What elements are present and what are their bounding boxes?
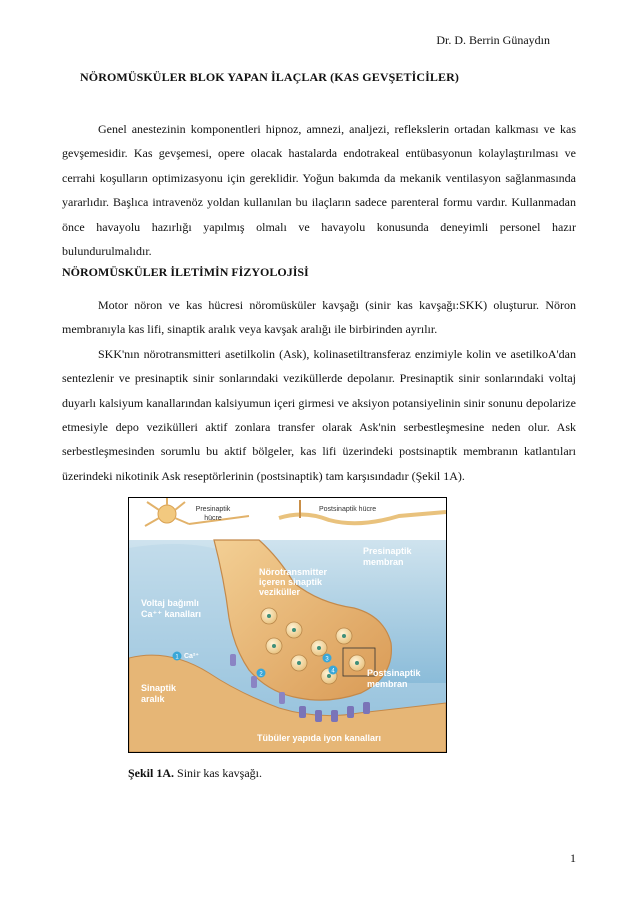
page-title: NÖROMÜSKÜLER BLOK YAPAN İLAÇLAR (KAS GEVŞETİCİLER) bbox=[80, 70, 459, 84]
label-presynaptic-membrane-1: Presinaptik bbox=[363, 546, 412, 556]
label-cleft-1: Sinaptik bbox=[141, 683, 177, 693]
step-4: 4 bbox=[331, 668, 335, 675]
caption-label: Şekil 1A. bbox=[128, 766, 175, 780]
header-author: Dr. D. Berrin Günaydın bbox=[436, 33, 550, 47]
neuromuscular-junction-figure bbox=[128, 497, 447, 753]
label-presynaptic-membrane-2: membran bbox=[363, 557, 404, 567]
section-paragraph-1: Motor nöron ve kas hücresi nöromüsküler kavşağı (sinir kas kavşağı:SKK) oluşturur. Nöron membranıyla kas lifi, sinaptik aralık veya kavşak aralığı ile birbirinden ayrılır. bbox=[62, 298, 576, 337]
label-ca-channels-1: Voltaj bağımlı bbox=[141, 598, 199, 608]
section-paragraph-2: SKK'nın nörotransmitteri asetilkolin (Ask), kolinasetiltransferaz enzimiyle kolin ve asetilkoA'dan sentezlenir ve presinaptik sinir sonlarındaki veziküllerde depolanır. Presinaptik sinir sonlarındaki voltaj duyarlı kalsiyum kanallarından kalsiyumun içeri girmesi ve aksiyon potansiyelinin sinir sonunu depolarize etmesiyle depo vezikülleri aktif zonlara transfer olarak Ask'nin serbestleşmesine neden olur. Ask serbestleşmesinden sorumlu bu aktif bölgeler, kas lifi üzerindeki postsinaptik membranın katlantıları üzerindeki nikotinik Ask reseptörlerinin (postsinaptik) tam karşısındadır (Şekil 1A). bbox=[62, 346, 576, 483]
label-postsynaptic-membrane-2: membran bbox=[367, 679, 408, 689]
label-ca-ion: Ca²⁺ bbox=[184, 653, 199, 660]
figure-illustration bbox=[129, 498, 446, 752]
caption-text: Sinir kas kavşağı. bbox=[177, 766, 263, 780]
intro-text: Genel anestezinin komponentleri hipnoz, amnezi, analjezi, reflekslerin ortadan kalkması ve kas gevşemesidir. Kas gevşemesi, opere olacak hastalarda endotrakeal entübasyonun kolaylaştırılması ve cerrahi koşulların optimizasyonu için gereklidir. Yoğun bakımda da mekanik ventilasyon sağlanmasında yararlıdır. Başlıca intravenöz yoldan kullanılan bu ilaçların sadece parenteral formu vardır. Kullanmadan önce havayolu hazırlığı yapılmış olmalı ve havayolu konusunda deneyimli personel hazır bulundurulmalıdır. bbox=[62, 122, 576, 259]
intro-paragraph bbox=[62, 117, 576, 263]
section-body bbox=[62, 293, 576, 488]
inset-presynaptic-label-2: hücre bbox=[204, 515, 222, 522]
step-3: 3 bbox=[325, 656, 329, 663]
page-number: 1 bbox=[570, 851, 576, 865]
inset-postsynaptic-label: Postsinaptik hücre bbox=[319, 506, 377, 513]
figure-caption bbox=[128, 766, 262, 781]
label-postsynaptic-membrane-1: Postsinaptik bbox=[367, 668, 421, 678]
label-vesicles-1: Nörotransmitter bbox=[259, 567, 328, 577]
label-ca-channels-2: Ca⁺⁺ kanalları bbox=[141, 609, 202, 619]
step-2: 2 bbox=[259, 671, 263, 678]
section-heading: NÖROMÜSKÜLER İLETİMİN FİZYOLOJİSİ bbox=[62, 265, 309, 279]
label-vesicles-2: içeren sinaptik bbox=[259, 577, 323, 587]
label-ion-channels: Tübüler yapıda iyon kanalları bbox=[257, 733, 382, 743]
label-cleft-2: aralık bbox=[141, 694, 165, 704]
step-1: 1 bbox=[175, 654, 179, 661]
label-vesicles-3: veziküller bbox=[259, 587, 301, 597]
inset-presynaptic-label-1: Presinaptik bbox=[195, 506, 231, 513]
